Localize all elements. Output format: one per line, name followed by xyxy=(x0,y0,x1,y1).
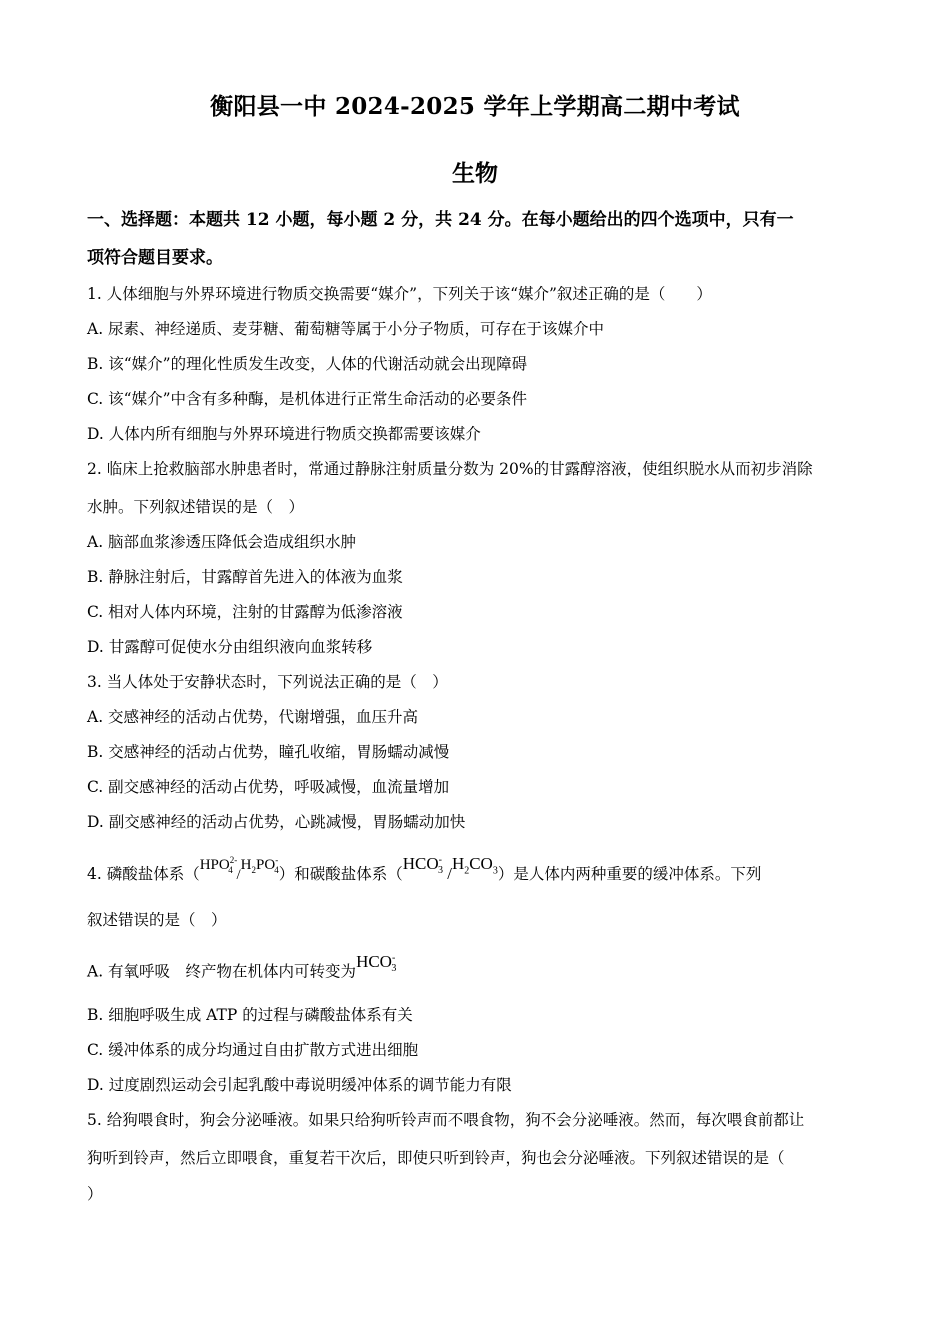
q1-option-c: C. 该“媒介”中含有多种酶，是机体进行正常生命活动的必要条件 xyxy=(87,390,528,408)
q2-option-d: D. 甘露醇可促使水分由组织液向血浆转移 xyxy=(87,638,373,656)
q4-option-c: C. 缓冲体系的成分均通过自由扩散方式进出细胞 xyxy=(87,1041,419,1059)
q2-option-a: A. 脑部血浆渗透压降低会造成组织水肿 xyxy=(87,533,357,551)
section-heading-line2: 项符合题目要求。 xyxy=(87,248,223,268)
q4-option-a-text: A. 有氧呼吸 终产物在机体内可转变为 xyxy=(87,962,357,981)
q2-option-c: C. 相对人体内环境，注射的甘露醇为低渗溶液 xyxy=(87,603,403,621)
section-heading-line1: 一、选择题：本题共 12 小题，每小题 2 分，共 24 分。在每小题给出的四个选项中，只有一 xyxy=(87,210,794,230)
q4-option-b: B. 细胞呼吸生成 ATP 的过程与磷酸盐体系有关 xyxy=(87,1006,413,1024)
q4-stem-part3: ）是人体内两种重要的缓冲体系。下列 xyxy=(497,865,762,883)
q5-stem-line2: 狗听到铃声，然后立即喂食，重复若干次后，即使只听到铃声，狗也会分泌唾液。下列叙述错误的是（ xyxy=(87,1149,785,1167)
q1-option-b: B. 该“媒介”的理化性质发生改变，人体的代谢活动就会出现障碍 xyxy=(87,355,528,373)
q4-stem-part1: 4. 磷酸盐体系（ xyxy=(87,865,200,883)
q1-stem: 1. 人体细胞与外界环境进行物质交换需要“媒介”，下列关于该“媒介”叙述正确的是（ ） xyxy=(87,285,712,303)
q5-stem-line1: 5. 给狗喂食时，狗会分泌唾液。如果只给狗听铃声而不喂食物，狗不会分泌唾液。然而，每次喂食前都让 xyxy=(87,1111,805,1129)
q4-stem-line1 xyxy=(87,854,762,891)
formula-h2po4: $H_2PO^-_4$ xyxy=(240,855,279,875)
q1-option-d: D. 人体内所有细胞与外界环境进行物质交换都需要该媒介 xyxy=(87,425,481,443)
q3-stem: 3. 当人体处于安静状态时，下列说法正确的是（ ） xyxy=(87,673,448,691)
q1-option-a: A. 尿素、神经递质、麦芽糖、葡萄糖等属于小分子物质，可存在于该媒介中 xyxy=(87,320,605,338)
q4-stem-part2: ）和碳酸盐体系（ xyxy=(278,865,403,883)
q4-option-d: D. 过度剧烈运动会引起乳酸中毒说明缓冲体系的调节能力有限 xyxy=(87,1076,512,1094)
q3-option-d: D. 副交感神经的活动占优势，心跳减慢，胃肠蠕动加快 xyxy=(87,813,466,831)
q2-stem-line1: 2. 临床上抢救脑部水肿患者时，常通过静脉注射质量分数为 20%的甘露醇溶液，使组织脱水从而初步消除 xyxy=(87,460,813,478)
subject-title: 生物 xyxy=(452,160,498,187)
formula-hco3-option: $HCO^-_3$ xyxy=(356,951,397,975)
formula-hpo4: $HPO^{2-}_4$ xyxy=(199,855,238,875)
exam-title: 衡阳县一中 2024-2025 学年上学期高二期中考试 xyxy=(210,93,740,120)
q5-stem-line3: ） xyxy=(87,1185,103,1203)
formula-h2co3: $H_2CO_3$ xyxy=(451,854,498,877)
q4-stem-line2: 叙述错误的是（ ） xyxy=(87,911,227,929)
q3-option-b: B. 交感神经的活动占优势，瞳孔收缩，胃肠蠕动减慢 xyxy=(87,743,450,761)
q2-stem-line2: 水肿。下列叙述错误的是（ ） xyxy=(87,498,305,516)
q2-option-b: B. 静脉注射后，甘露醇首先进入的体液为血浆 xyxy=(87,568,403,586)
formula-separator: / xyxy=(232,867,241,883)
q3-option-c: C. 副交感神经的活动占优势，呼吸减慢，血流量增加 xyxy=(87,778,450,796)
formula-hco3: $HCO^-_3$ xyxy=(402,854,443,877)
q4-option-a xyxy=(87,951,397,989)
formula-separator-2: / xyxy=(442,864,452,883)
q3-option-a: A. 交感神经的活动占优势，代谢增强，血压升高 xyxy=(87,708,419,726)
